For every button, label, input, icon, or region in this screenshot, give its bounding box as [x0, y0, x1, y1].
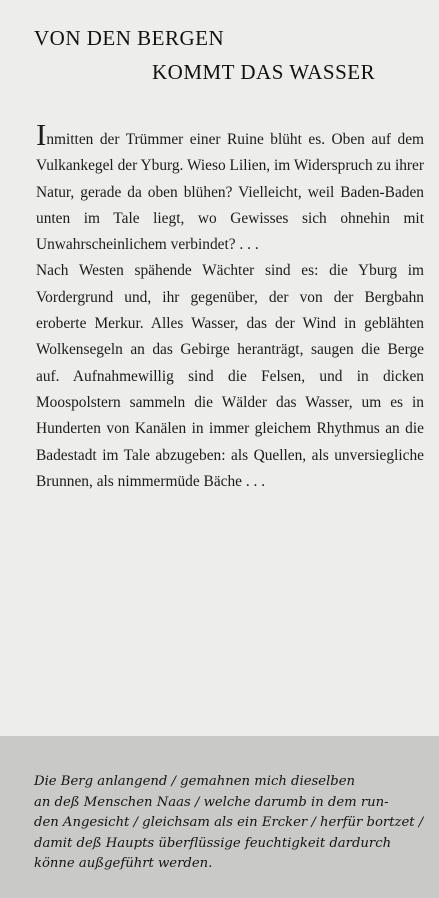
quote-line: könne außgeführt werden.: [34, 856, 213, 871]
paragraph-1-text: nmitten der Trümmer einer Ruine blüht es. Oben auf dem Vulkankegel der Yburg. Wieso Lilien, im Widerspruch zu ihrer Natur, gerade da oben blühen? Vielleicht, weil Baden-Baden unten im Tale liegt, wo Gewisses sich ohnehin mit Unwahrscheinlichem verbindet? . . .: [36, 131, 424, 254]
paragraph-1: [36, 117, 424, 258]
quote-line: an deß Menschen Naas / welche darumb in dem run-: [34, 794, 389, 810]
quote-box: [0, 736, 439, 898]
title-line-2: KOMMT DAS WASSER: [152, 60, 376, 84]
drop-cap: I: [36, 117, 47, 152]
fraktur-quote: [34, 772, 432, 875]
quote-line: den Angesicht / gleichsam als ein Ercker / herfür bortzet /: [34, 815, 424, 830]
paragraph-2: Nach Westen spähende Wächter sind es: die Yburg im Vordergrund und, ihr gegenüber, der von der Bergbahn eroberte Merkur. Alles Wasser, das der Wind in geblähten Wolkensegeln an das Gebirge heranträgt, saugen die Berge auf. Aufnahmewillig sind die Felsen, und in dicken Moospolstern sammeln die Wälder das Wasser, um es in Hunderten von Kanälen in immer gleichem Rhythmus an die Badestadt im Tale abzugeben: als Quellen, als unversiegliche Brunnen, als nimmermüde Bäche . . .: [36, 262, 424, 490]
quote-line: damit deß Haupts überflüssige feuchtigkeit dardurch: [34, 835, 392, 851]
body-text: [36, 117, 424, 495]
quote-line: Die Berg anlangend / gemahnen mich dieselben: [34, 774, 356, 789]
title-line-1: VON DEN BERGEN: [34, 26, 225, 50]
